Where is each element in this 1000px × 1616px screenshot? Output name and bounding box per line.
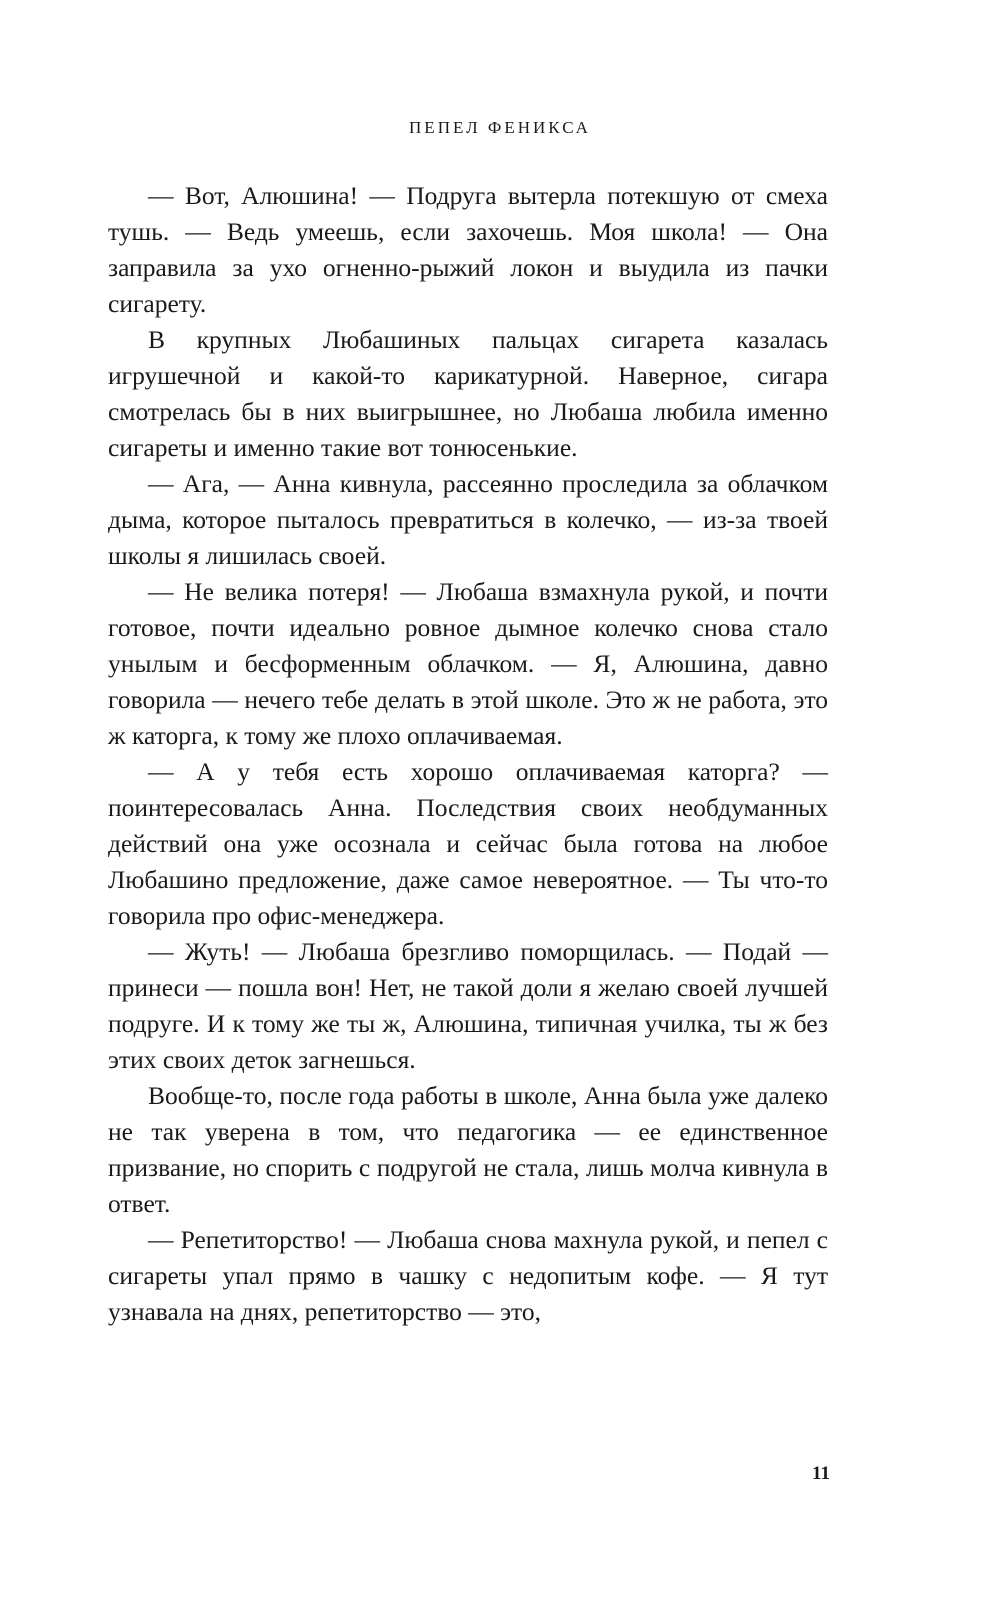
running-head: ПЕПЕЛ ФЕНИКСА	[409, 118, 591, 137]
paragraph: Вообще-то, после года работы в школе, Анна была уже далеко не так уверена в том, что педагогика — ее единственное призвание, но спорить с подругой не стала, лишь молча кивнула в ответ.	[108, 1081, 828, 1218]
paragraph: — Вот, Алюшина! — Подруга вытерла потекшую от смеха тушь. — Ведь умеешь, если захочешь. Моя школа! — Она заправила за ухо огненно-рыжий локон и выудила из пачки сигарету.	[108, 181, 828, 318]
body-text	[108, 178, 828, 1330]
paragraph: — Репетиторство! — Любаша снова махнула рукой, и пепел с сигареты упал прямо в чашку с недопитым кофе. — Я тут узнавала на днях, репетиторство — это,	[108, 1225, 828, 1326]
paragraph: — Не велика потеря! — Любаша взмахнула рукой, и почти готовое, почти идеально ровное дымное колечко снова стало унылым и бесформенным облачком. — Я, Алюшина, давно говорила — нечего тебе делать в этой школе. Это ж не работа, это ж каторга, к тому же плохо оплачиваемая.	[108, 577, 828, 750]
page-number: 11	[812, 1463, 830, 1484]
paragraph: В крупных Любашиных пальцах сигарета казалась игрушечной и какой-то карикатурной. Наверное, сигара смотрелась бы в них выигрышнее, но Любаша любила именно сигареты и именно такие вот тонюсенькие.	[108, 325, 828, 462]
paragraph: — Жуть! — Любаша брезгливо поморщилась. — Подай — принеси — пошла вон! Нет, не такой доли я желаю своей лучшей подруге. И к тому же ты ж, Алюшина, типичная училка, ты ж без этих своих деток загнешься.	[108, 937, 828, 1074]
paragraph: — А у тебя есть хорошо оплачиваемая каторга? — поинтересовалась Анна. Последствия своих необдуманных действий она уже осознала и сейчас была готова на любое Любашино предложение, даже самое невероятное. — Ты что-то говорила про офис-менеджера.	[108, 757, 828, 930]
paragraph: — Ага, — Анна кивнула, рассеянно проследила за облачком дыма, которое пыталось превратиться в колечко, — из-за твоей школы я лишилась своей.	[108, 469, 828, 570]
